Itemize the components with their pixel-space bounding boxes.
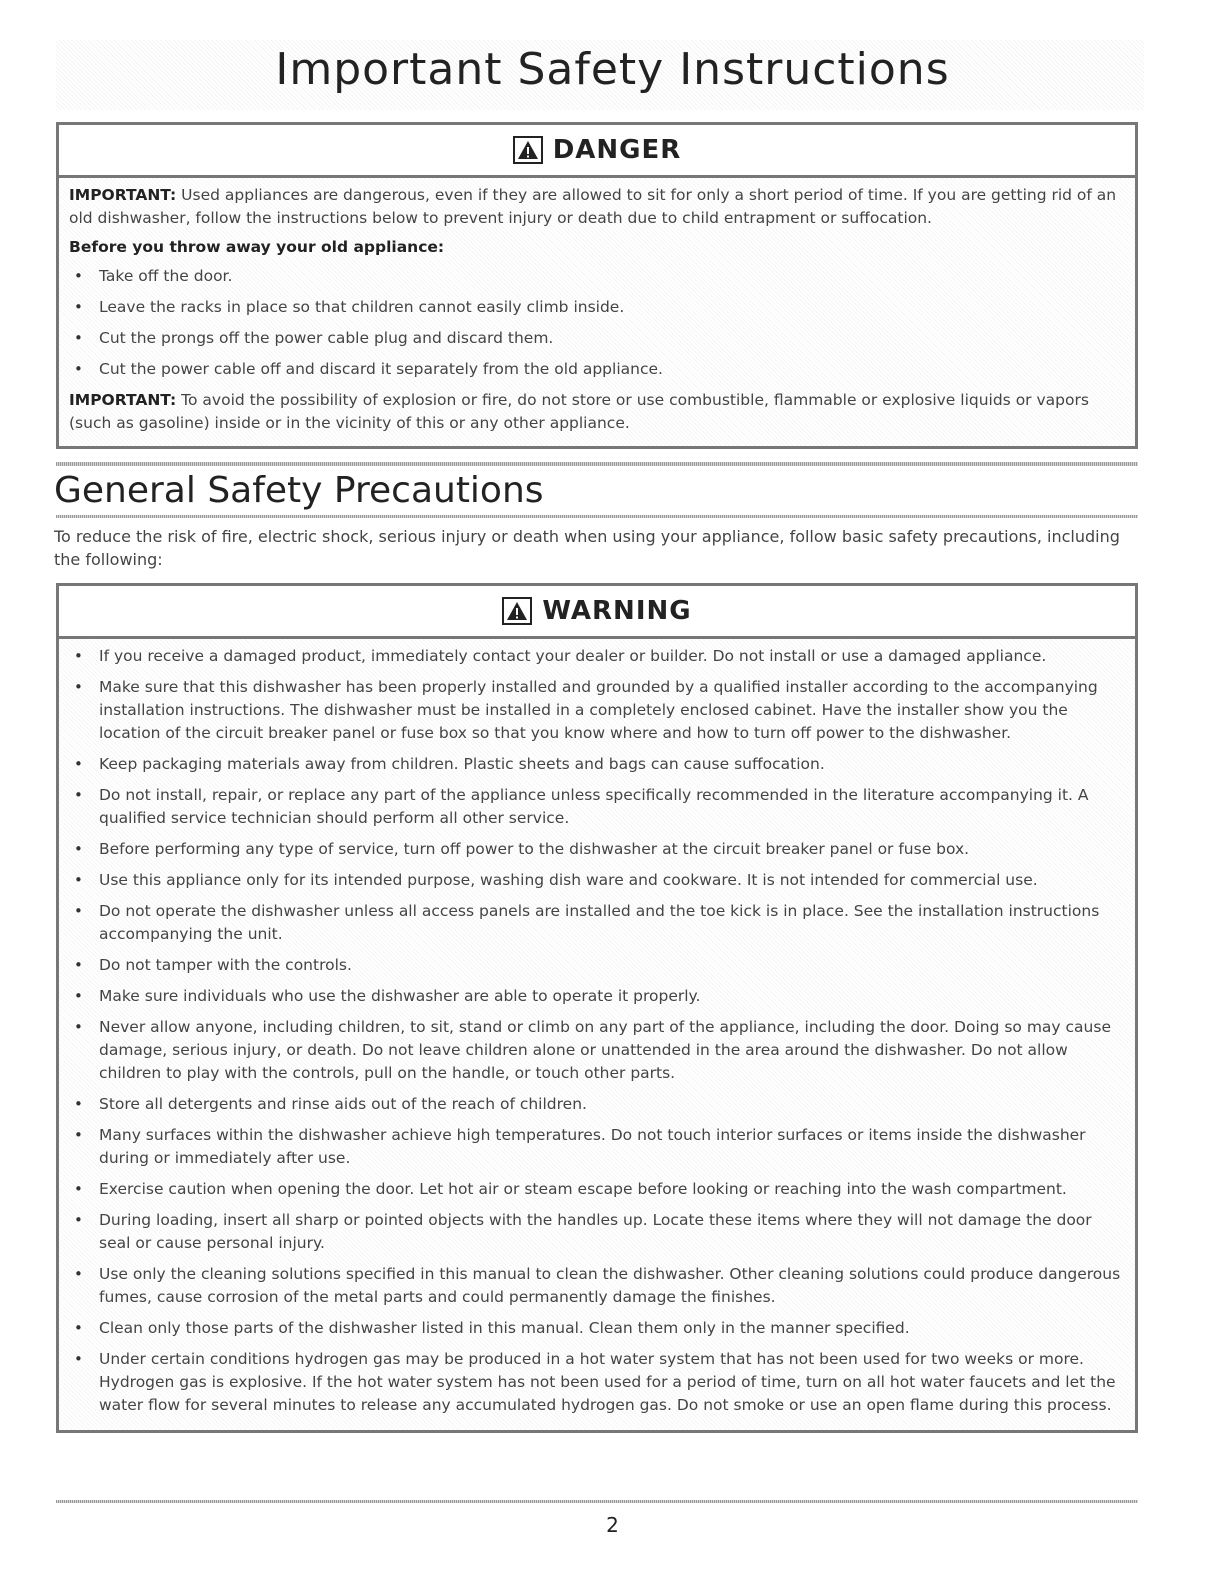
list-item [69,1178,1125,1201]
list-item [69,838,1125,861]
bullet-icon: • [74,786,83,804]
list-item-text: If you receive a damaged product, immediately contact your dealer or builder. Do not install or use a damaged appliance. [99,647,1047,665]
list-item-text: Cut the power cable off and discard it separately from the old appliance. [99,360,663,378]
list-item [69,327,1125,350]
bullet-icon: • [74,329,83,347]
list-item-text: Use only the cleaning solutions specified in this manual to clean the dishwasher. Other cleaning solutions could produce dangerous fumes, cause corrosion of the metal parts and could permanently damage the finishes. [99,1265,1121,1306]
list-item-text: Under certain conditions hydrogen gas may be produced in a hot water system that has not been used for two weeks or more. Hydrogen gas is explosive. If the hot water system has not been used for a period of time, turn on all hot water faucets and let the water flow for several minutes to release any accumulated hydrogen gas. Do not smoke or use an open flame during this process. [99,1350,1116,1414]
bullet-icon: • [74,1211,83,1229]
list-item-text: Exercise caution when opening the door. Let hot air or steam escape before looking or reaching into the wash compartment. [99,1180,1067,1198]
bullet-icon: • [74,1126,83,1144]
list-item-text: Use this appliance only for its intended purpose, washing dish ware and cookware. It is not intended for commercial use. [99,871,1038,889]
list-item [69,1016,1125,1085]
bullet-icon: • [74,956,83,974]
bullet-icon: • [74,678,83,696]
list-item-text: Do not tamper with the controls. [99,956,352,974]
important-label: IMPORTANT: [69,186,177,204]
list-item [69,1093,1125,1116]
bullet-icon: • [74,1018,83,1036]
warning-body [59,639,1135,1417]
list-item [69,1317,1125,1340]
list-item-text: Many surfaces within the dishwasher achieve high temperatures. Do not touch interior surfaces or items inside the dishwasher during or immediately after use. [99,1126,1086,1167]
bullet-icon: • [74,987,83,1005]
list-item [69,753,1125,776]
important-label: IMPORTANT: [69,391,177,409]
danger-header [59,125,1135,178]
list-item-text: During loading, insert all sharp or pointed objects with the handles up. Locate these items where they will not damage the door seal or cause personal injury. [99,1211,1092,1252]
warning-triangle-icon-glyph [506,601,528,621]
danger-important-1 [69,184,1125,230]
danger-subheading: Before you throw away your old appliance: [69,238,445,256]
bullet-icon: • [74,298,83,316]
list-item [69,1348,1125,1417]
warning-bullet-list [69,645,1125,1417]
list-item-text: Do not operate the dishwasher unless all access panels are installed and the toe kick is in place. See the installation instructions accompanying the unit. [99,902,1100,943]
bullet-icon: • [74,647,83,665]
list-item [69,1263,1125,1309]
list-item [69,869,1125,892]
warning-triangle-icon [502,597,532,625]
list-item-text: Cut the prongs off the power cable plug and discard them. [99,329,554,347]
list-item [69,645,1125,668]
list-item-text: Never allow anyone, including children, to sit, stand or climb on any part of the appliance, including the door. Doing so may cause damage, serious injury, or death. Do not leave children alone or unattended in the area around the dishwasher. Do not allow children to play with the controls, pull on the handle, or touch other parts. [99,1018,1111,1082]
important-text: To avoid the possibility of explosion or fire, do not store or use combustible, flammable or explosive liquids or vapors (such as gasoline) inside or in the vicinity of this or any other appliance. [69,391,1089,432]
warning-header [59,586,1135,639]
danger-important-2 [69,389,1125,435]
list-item-text: Make sure that this dishwasher has been properly installed and grounded by a qualified installer according to the accompanying installation instructions. The dishwasher must be installed in a completely enclosed cabinet. Have the installer show you the location of the circuit breaker panel or fuse box so that you know where and how to turn off power to the dishwasher. [99,678,1098,742]
warning-box [56,583,1138,1433]
bullet-icon: • [74,871,83,889]
warning-title: WARNING [542,596,692,626]
bullet-icon: • [74,1265,83,1283]
bullet-icon: • [74,1319,83,1337]
danger-body [59,178,1135,435]
bullet-icon: • [74,755,83,773]
list-item-text: Take off the door. [99,267,233,285]
list-item-text: Leave the racks in place so that children cannot easily climb inside. [99,298,625,316]
list-item [69,784,1125,830]
list-item [69,676,1125,745]
list-item [69,985,1125,1008]
list-item-text: Store all detergents and rinse aids out of the reach of children. [99,1095,587,1113]
warning-triangle-icon [513,136,543,164]
bullet-icon: • [74,1095,83,1113]
divider [56,462,1138,466]
list-item [69,954,1125,977]
bullet-icon: • [74,840,83,858]
bullet-icon: • [74,1180,83,1198]
list-item-text: Do not install, repair, or replace any part of the appliance unless specifically recommended in the literature accompanying it. A qualified service technician should perform all other service. [99,786,1089,827]
list-item-text: Make sure individuals who use the dishwasher are able to operate it properly. [99,987,701,1005]
list-item-text: Keep packaging materials away from children. Plastic sheets and bags can cause suffocation. [99,755,825,773]
list-item [69,296,1125,319]
footer-divider [56,1500,1138,1503]
list-item [69,1124,1125,1170]
divider [56,515,1138,518]
important-text: Used appliances are dangerous, even if they are allowed to sit for only a short period of time. If you are getting rid of an old dishwasher, follow the instructions below to prevent injury or death due to child entrapment or suffocation. [69,186,1117,227]
section-heading: General Safety Precautions [54,470,544,511]
bullet-icon: • [74,1350,83,1368]
bullet-icon: • [74,267,83,285]
list-item [69,1209,1125,1255]
danger-bullet-list [69,265,1125,381]
page-number: 2 [606,1513,619,1537]
bullet-icon: • [74,902,83,920]
danger-title: DANGER [552,135,682,165]
list-item [69,900,1125,946]
list-item-text: Before performing any type of service, turn off power to the dishwasher at the circuit breaker panel or fuse box. [99,840,970,858]
page-title: Important Safety Instructions [275,44,950,95]
list-item [69,265,1125,288]
warning-triangle-icon-glyph [517,140,539,160]
list-item-text: Clean only those parts of the dishwasher listed in this manual. Clean them only in the manner specified. [99,1319,910,1337]
bullet-icon: • [74,360,83,378]
danger-box [56,122,1138,449]
intro-paragraph: To reduce the risk of fire, electric shock, serious injury or death when using your appliance, follow basic safety precautions, including the following: [54,527,1120,569]
list-item [69,358,1125,381]
